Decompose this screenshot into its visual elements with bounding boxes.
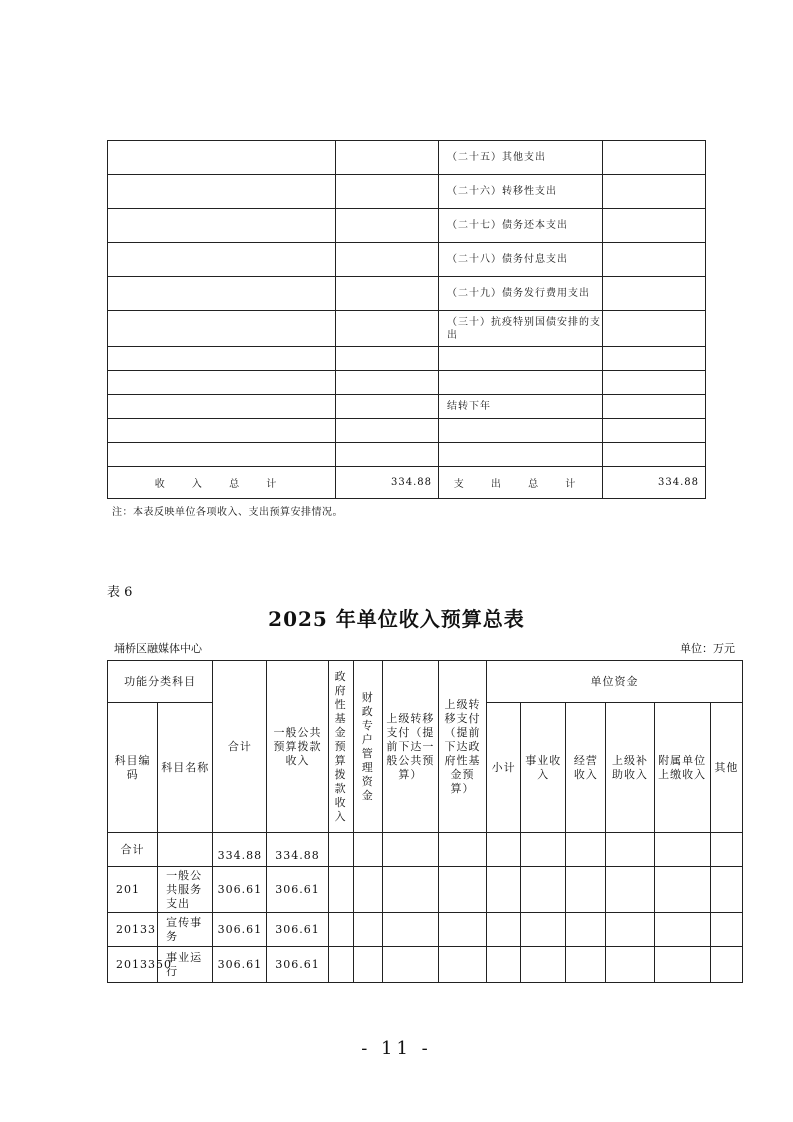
empty-cell — [336, 395, 439, 419]
empty-cell — [336, 311, 439, 347]
empty-cell — [382, 947, 438, 983]
expense-item: （二十七）债务还本支出 — [439, 209, 603, 243]
empty-cell — [108, 243, 336, 277]
empty-cell — [603, 209, 706, 243]
subject-code: 20133 — [108, 913, 158, 947]
header-upper-subsidy: 上级补助收入 — [606, 703, 654, 833]
empty-cell — [353, 833, 382, 867]
page-title: 2025 年单位收入预算总表 — [268, 607, 525, 631]
empty-cell — [710, 913, 742, 947]
empty-cell — [336, 347, 439, 371]
header-gov-fund: 政府性基金预算拨款收入 — [328, 661, 353, 833]
empty-cell — [336, 175, 439, 209]
header-upper-transfer-general: 上级转移支付（提前下达一般公共预算） — [382, 661, 438, 833]
empty-cell — [603, 395, 706, 419]
income-total-label: 收 入 总 计 — [108, 467, 336, 499]
header-subtotal: 小计 — [487, 703, 521, 833]
empty-cell — [382, 833, 438, 867]
empty-cell — [328, 867, 353, 913]
general-budget-amount: 306.61 — [267, 867, 328, 913]
subject-name: 一般公共服务支出 — [158, 867, 213, 913]
empty-cell — [328, 947, 353, 983]
empty-cell — [606, 913, 654, 947]
empty-cell — [606, 867, 654, 913]
empty-cell — [710, 867, 742, 913]
empty-cell — [108, 311, 336, 347]
empty-cell — [654, 913, 710, 947]
table-row — [108, 833, 743, 867]
general-budget-amount: 306.61 — [267, 913, 328, 947]
empty-cell — [353, 947, 382, 983]
expense-item: （三十）抗疫特别国债安排的支出 — [439, 311, 603, 347]
total-row — [108, 467, 706, 499]
header-operating-income: 经营收入 — [566, 703, 606, 833]
empty-cell — [353, 867, 382, 913]
table-row — [108, 311, 706, 347]
subject-code: 合计 — [108, 833, 158, 867]
table-row — [108, 277, 706, 311]
header-other: 其他 — [710, 703, 742, 833]
empty-cell — [108, 371, 336, 395]
table-row — [108, 443, 706, 467]
expense-item: （二十九）债务发行费用支出 — [439, 277, 603, 311]
table-row — [108, 347, 706, 371]
expense-total-value: 334.88 — [603, 467, 706, 499]
expense-item: （二十六）转移性支出 — [439, 175, 603, 209]
empty-cell — [603, 175, 706, 209]
empty-cell — [108, 175, 336, 209]
empty-cell — [606, 833, 654, 867]
unit-name: 埇桥区融媒体中心 — [114, 642, 202, 655]
empty-cell — [328, 833, 353, 867]
total-amount: 306.61 — [213, 867, 267, 913]
header-fiscal-special: 财政专户管理资金 — [353, 661, 382, 833]
empty-cell — [108, 347, 336, 371]
empty-cell — [438, 833, 486, 867]
table-number: 表 6 — [107, 585, 133, 600]
empty-cell — [710, 947, 742, 983]
table-row — [108, 867, 743, 913]
empty-cell — [606, 947, 654, 983]
expense-item — [439, 371, 603, 395]
empty-cell — [603, 371, 706, 395]
empty-cell — [336, 277, 439, 311]
empty-cell — [336, 419, 439, 443]
budget-summary-table-continued — [107, 140, 706, 499]
empty-cell — [487, 947, 521, 983]
header-business-income: 事业收入 — [521, 703, 566, 833]
empty-cell — [382, 913, 438, 947]
empty-cell — [382, 867, 438, 913]
empty-cell — [487, 913, 521, 947]
header-func-class: 功能分类科目 — [108, 661, 213, 703]
empty-cell — [336, 371, 439, 395]
empty-cell — [566, 913, 606, 947]
empty-cell — [438, 947, 486, 983]
empty-cell — [710, 833, 742, 867]
expense-total-label: 支 出 总 计 — [439, 467, 603, 499]
empty-cell — [603, 243, 706, 277]
empty-cell — [328, 913, 353, 947]
general-budget-amount: 306.61 — [267, 947, 328, 983]
total-amount: 306.61 — [213, 947, 267, 983]
empty-cell — [603, 347, 706, 371]
subject-code: 2013350 — [108, 947, 158, 983]
table-row — [108, 913, 743, 947]
header-unit-funds: 单位资金 — [487, 661, 743, 703]
empty-cell — [603, 277, 706, 311]
unit-income-budget-table — [107, 660, 743, 983]
total-amount: 334.88 — [213, 833, 267, 867]
empty-cell — [108, 419, 336, 443]
empty-cell — [336, 243, 439, 277]
empty-cell — [438, 867, 486, 913]
income-total-value: 334.88 — [336, 467, 439, 499]
expense-item — [439, 347, 603, 371]
empty-cell — [654, 947, 710, 983]
empty-cell — [336, 443, 439, 467]
total-amount: 306.61 — [213, 913, 267, 947]
header-code: 科目编码 — [108, 703, 158, 833]
empty-cell — [654, 833, 710, 867]
page-number: - 11 - — [361, 1038, 432, 1059]
empty-cell — [108, 209, 336, 243]
empty-cell — [521, 867, 566, 913]
empty-cell — [566, 947, 606, 983]
empty-cell — [521, 913, 566, 947]
empty-cell — [353, 913, 382, 947]
expense-item — [439, 419, 603, 443]
empty-cell — [438, 913, 486, 947]
empty-cell — [566, 833, 606, 867]
empty-cell — [521, 947, 566, 983]
empty-cell — [603, 443, 706, 467]
empty-cell — [603, 419, 706, 443]
empty-cell — [108, 395, 336, 419]
empty-cell — [521, 833, 566, 867]
subject-name: 事业运行 — [158, 947, 213, 983]
expense-item: （二十八）债务付息支出 — [439, 243, 603, 277]
subject-name — [158, 833, 213, 867]
empty-cell — [108, 277, 336, 311]
empty-cell — [566, 867, 606, 913]
header-total: 合计 — [213, 661, 267, 833]
table-row — [108, 419, 706, 443]
header-upper-transfer-fund: 上级转移支付（提前下达政府性基金预算） — [438, 661, 486, 833]
empty-cell — [336, 209, 439, 243]
empty-cell — [487, 867, 521, 913]
subject-code: 201 — [108, 867, 158, 913]
header-general-budget: 一般公共预算拨款收入 — [267, 661, 328, 833]
subject-name: 宣传事务 — [158, 913, 213, 947]
empty-cell — [487, 833, 521, 867]
empty-cell — [603, 311, 706, 347]
table-row — [108, 371, 706, 395]
empty-cell — [108, 141, 336, 175]
empty-cell — [336, 141, 439, 175]
table-row — [108, 141, 706, 175]
table-note: 注：本表反映单位各项收入、支出预算安排情况。 — [112, 507, 343, 518]
table-row — [108, 395, 706, 419]
general-budget-amount: 334.88 — [267, 833, 328, 867]
header-name: 科目名称 — [158, 703, 213, 833]
table-row — [108, 947, 743, 983]
expense-item: （二十五）其他支出 — [439, 141, 603, 175]
unit-label: 单位：万元 — [680, 642, 735, 655]
empty-cell — [654, 867, 710, 913]
empty-cell — [603, 141, 706, 175]
empty-cell — [108, 443, 336, 467]
table-row — [108, 243, 706, 277]
expense-item: 结转下年 — [439, 395, 603, 419]
table-row — [108, 209, 706, 243]
table-row — [108, 175, 706, 209]
header-affiliated-income: 附属单位上缴收入 — [654, 703, 710, 833]
expense-item — [439, 443, 603, 467]
